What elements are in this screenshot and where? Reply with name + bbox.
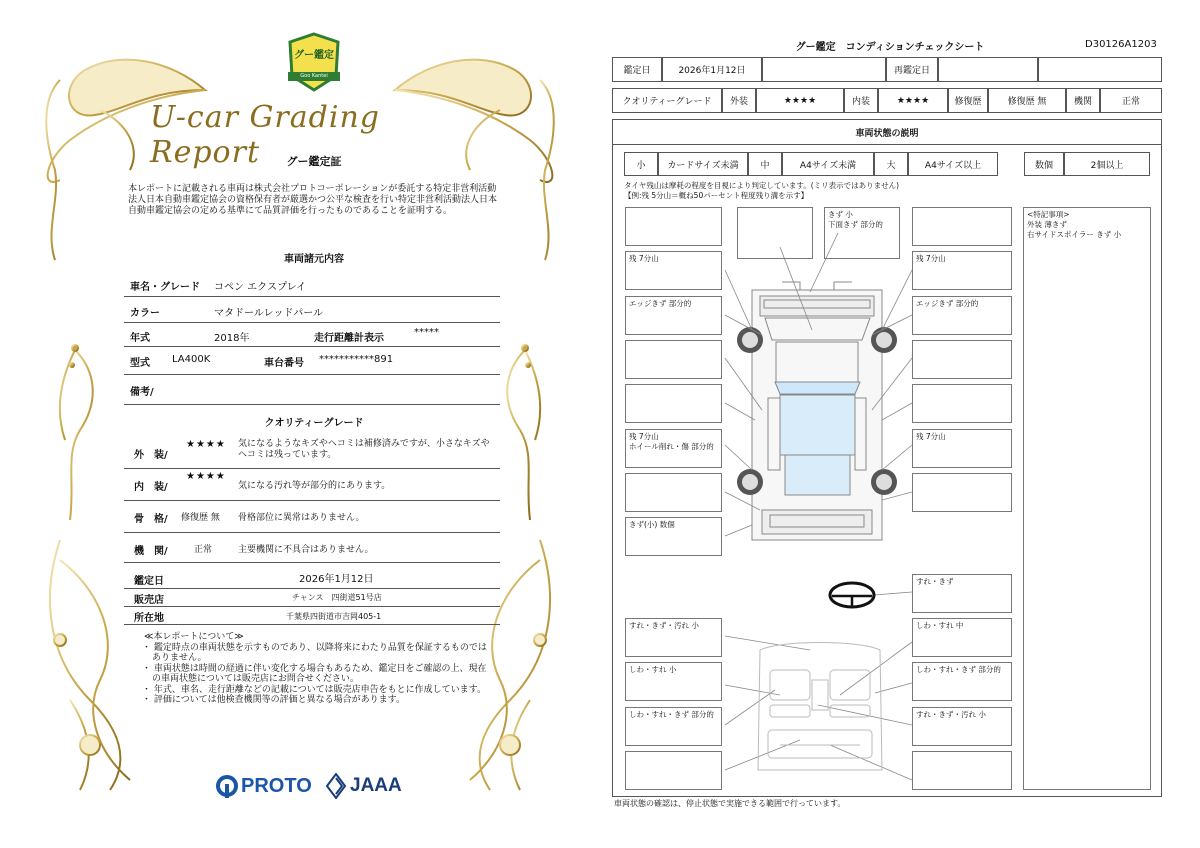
legend-small: 小 bbox=[624, 152, 658, 176]
condition-box-interior-right-3: すれ・きず・汚れ 小 bbox=[912, 707, 1012, 746]
condition-check-sheet bbox=[600, 0, 1200, 848]
tire-note-2: 【例:残 5分山＝概ね50パーセント程度残り溝を示す】 bbox=[624, 191, 809, 200]
year-value: 2018年 bbox=[214, 333, 250, 344]
interior-label: 内装 bbox=[844, 88, 878, 113]
legend-medium: 中 bbox=[748, 152, 782, 176]
engine-value: 正常 bbox=[194, 545, 213, 555]
steering-wheel-icon bbox=[830, 583, 874, 607]
exterior-label: 外装 bbox=[722, 88, 756, 113]
condition-box-left-7 bbox=[625, 473, 722, 512]
condition-box-interior-left-2: しわ・すれ 小 bbox=[625, 662, 722, 701]
exterior-text: 気になるようなキズやヘコミは補修済みですが、小さなキズやヘコミは残っています。 bbox=[238, 439, 490, 460]
condition-box-top-center: きず 小 下面きず 部分的 bbox=[824, 207, 900, 259]
condition-box-left-1 bbox=[625, 207, 722, 246]
quality-grade-label: クオリティーグレード bbox=[612, 88, 722, 113]
interior-label: 内 装/ bbox=[134, 482, 168, 493]
legend-count-desc: 2個以上 bbox=[1064, 152, 1150, 176]
proto-logo bbox=[215, 772, 312, 800]
year-label: 年式 bbox=[130, 333, 150, 344]
spec-row-name bbox=[124, 270, 500, 297]
mileage-label: 走行距離計表示 bbox=[314, 333, 384, 344]
appraisal-date-value: 2026年1月12日 bbox=[299, 574, 374, 585]
notes-heading: ≪本レポートについて≫ bbox=[144, 632, 244, 642]
legend-small-desc: カードサイズ未満 bbox=[658, 152, 748, 176]
spec-row-color bbox=[124, 296, 500, 323]
shop-value: チャンス 四街道51号店 bbox=[292, 593, 382, 602]
jaaa-logo bbox=[326, 772, 402, 800]
legend-large-desc: A4サイズ以上 bbox=[908, 152, 998, 176]
reappraisal-date-label: 再鑑定日 bbox=[886, 57, 938, 82]
condition-box-interior-left-1: すれ・きず・汚れ 小 bbox=[625, 618, 722, 657]
condition-box-right-tire-rear: 残 7分山 bbox=[912, 429, 1012, 468]
document-id: D30126A1203 bbox=[1085, 39, 1157, 50]
tire-note-1: タイヤ残山は摩耗の程度を目視により判定しています。(ミリ表示ではありません) bbox=[624, 181, 900, 190]
name-value: コペン エクスプレイ bbox=[214, 282, 307, 293]
condition-box-interior-left-3: しわ・すれ・きず 部分的 bbox=[625, 707, 722, 746]
quality-heading: クオリティーグレード bbox=[264, 418, 364, 429]
repair-history-label: 修復歴 bbox=[948, 88, 988, 113]
model-label: 型式 bbox=[130, 358, 150, 369]
info-row-shop bbox=[124, 588, 500, 607]
condition-box-right-1 bbox=[912, 207, 1012, 246]
grade-row-exterior bbox=[124, 432, 500, 469]
note-item: ・ 評価については他検査機関等の評価と異なる場合があります。 bbox=[142, 695, 405, 705]
section-title: 車両状態の説明 bbox=[612, 119, 1162, 145]
condition-box-right-5 bbox=[912, 384, 1012, 423]
info-row-date bbox=[124, 562, 500, 589]
certificate-title: グー鑑定証 bbox=[286, 155, 342, 168]
spec-heading: 車両諸元内容 bbox=[284, 254, 344, 265]
appraisal-date-value: 2026年1月12日 bbox=[662, 57, 762, 82]
address-label: 所在地 bbox=[134, 613, 164, 624]
note-item: ・ 鑑定時点の車両状態を示すものであり、以降将来にわたり品質を保証するものではありません。 bbox=[142, 642, 487, 663]
model-value: LA400K bbox=[172, 354, 211, 365]
appraisal-date-label: 鑑定日 bbox=[134, 576, 164, 587]
spec-row-remarks bbox=[124, 374, 500, 405]
remarks-label: 備考/ bbox=[130, 387, 154, 398]
note-item: ・ 車両状態は時間の経過に伴い変化する場合もあるため、鑑定日をご確認の上、現在の車両状態については販売店にお問合せください。 bbox=[142, 663, 487, 684]
sheet-title: グー鑑定 コンディションチェックシート bbox=[795, 42, 985, 53]
proto-logo-text: PROTO bbox=[241, 774, 312, 797]
address-value: 千葉県四街道市吉岡405-1 bbox=[286, 612, 382, 621]
badge-text: グー鑑定 bbox=[294, 50, 334, 61]
condition-box-right-4 bbox=[912, 340, 1012, 379]
legend-medium-desc: A4サイズ未満 bbox=[782, 152, 874, 176]
report-notes bbox=[140, 632, 490, 706]
exterior-stars: ★★★★ bbox=[186, 439, 226, 450]
color-label: カラー bbox=[130, 308, 160, 319]
repair-history-value: 修復歴 無 bbox=[988, 88, 1066, 113]
color-value: マタドールレッドパール bbox=[214, 308, 324, 319]
spec-row-year bbox=[124, 322, 500, 347]
certificate-text: 本レポートに記載される車両は株式会社プロトコーポレーションが委託する特定非営利活動法人日本自動車鑑定協会の資格保有者が厳選かつ公平な検査を行い特定非営利活動法人日本自動車鑑定協会の定める基準にて品質評価を行ったものであることを証明する。 bbox=[128, 184, 498, 216]
condition-box-interior-right-4 bbox=[912, 751, 1012, 790]
condition-box-left-edge: エッジきず 部分的 bbox=[625, 296, 722, 335]
special-note-line: 外装 薄きず bbox=[1027, 220, 1067, 229]
special-notes-box bbox=[1023, 207, 1151, 790]
condition-box-interior-right-1: しわ・すれ 中 bbox=[912, 618, 1012, 657]
exterior-label: 外 装/ bbox=[134, 450, 168, 461]
grade-row-frame bbox=[124, 500, 500, 533]
legend-large: 大 bbox=[874, 152, 908, 176]
condition-box-left-4 bbox=[625, 340, 722, 379]
special-notes-title: <特記事項> bbox=[1027, 210, 1070, 219]
name-label: 車名・グレード bbox=[130, 282, 200, 293]
chassis-value: ***********891 bbox=[319, 354, 394, 365]
engine-value: 正常 bbox=[1100, 88, 1162, 113]
condition-box-top-left bbox=[737, 207, 813, 259]
info-row-address bbox=[124, 606, 500, 625]
grade-row-engine bbox=[124, 532, 500, 563]
shop-label: 販売店 bbox=[134, 595, 164, 606]
engine-label: 機関 bbox=[1066, 88, 1100, 113]
goo-kantei-badge bbox=[286, 32, 342, 92]
jaaa-logo-icon bbox=[326, 773, 346, 799]
proto-logo-icon bbox=[215, 774, 239, 798]
frame-text: 骨格部位に異常はありません。 bbox=[238, 513, 365, 523]
interior-stars: ★★★★ bbox=[878, 88, 948, 113]
interior-text: 気になる汚れ等が部分的にあります。 bbox=[238, 481, 391, 491]
spec-row-model bbox=[124, 346, 500, 375]
engine-label: 機 関/ bbox=[134, 546, 168, 557]
condition-box-steering: すれ・きず bbox=[912, 574, 1012, 613]
mileage-value: ***** bbox=[414, 327, 439, 338]
condition-box-left-tire-front: 残 7分山 bbox=[625, 251, 722, 290]
legend-count: 数個 bbox=[1024, 152, 1064, 176]
grade-row-interior bbox=[124, 468, 500, 501]
condition-box-interior-left-4 bbox=[625, 751, 722, 790]
condition-box-left-tire-rear: 残 7分山 ホイール削れ・傷 部分的 bbox=[625, 429, 722, 468]
sheet-footer: 車両状態の確認は、停止状態で実施できる範囲で行っています。 bbox=[614, 799, 846, 808]
badge-ribbon-text: Goo Kantei bbox=[300, 73, 328, 79]
jaaa-logo-text: JAAA bbox=[350, 775, 402, 796]
condition-box-left-5 bbox=[625, 384, 722, 423]
condition-box-right-tire-front: 残 7分山 bbox=[912, 251, 1012, 290]
condition-box-right-7 bbox=[912, 473, 1012, 512]
condition-box-right-edge: エッジきず 部分的 bbox=[912, 296, 1012, 335]
chassis-label: 車台番号 bbox=[264, 358, 304, 369]
condition-box-interior-right-2: しわ・すれ・きず 部分的 bbox=[912, 662, 1012, 701]
frame-label: 骨 格/ bbox=[134, 514, 168, 525]
interior-diagram bbox=[758, 643, 882, 771]
report-script-title: U-car Grading Report bbox=[150, 100, 380, 170]
condition-box-left-rear: きず(小) 数個 bbox=[625, 517, 722, 556]
special-note-line: 右サイドスポイラー きず 小 bbox=[1027, 230, 1122, 239]
engine-text: 主要機関に不具合はありません。 bbox=[238, 545, 374, 555]
appraisal-date-label: 鑑定日 bbox=[612, 57, 662, 82]
interior-stars: ★★★★ bbox=[186, 471, 226, 482]
frame-value: 修復歴 無 bbox=[181, 513, 220, 523]
note-item: ・ 年式、車名、走行距離などの記載については販売店申告をもとに作成しています。 bbox=[142, 684, 486, 695]
exterior-stars: ★★★★ bbox=[756, 88, 844, 113]
